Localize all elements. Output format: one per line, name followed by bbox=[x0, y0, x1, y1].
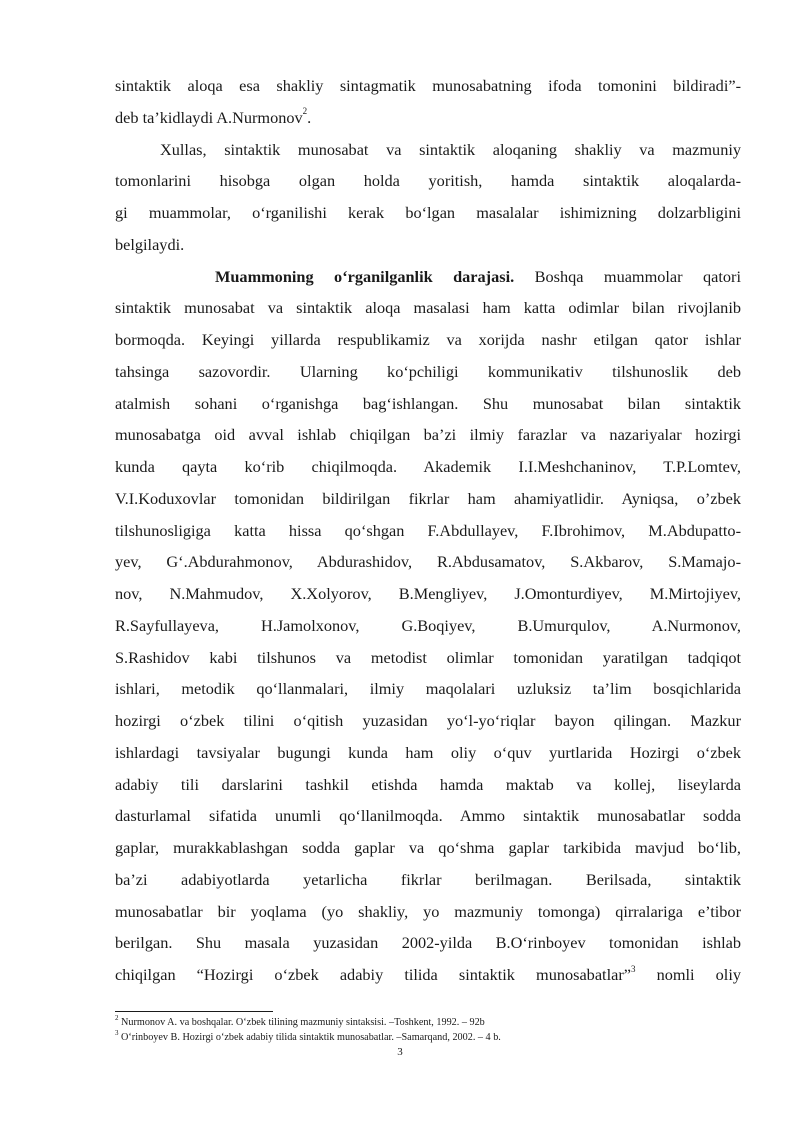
line-ending: nomli oliy bbox=[635, 965, 741, 984]
body-text bbox=[115, 70, 741, 991]
text-line: ishlardagi tavsiyalar bugungi kunda ham oliy o‘quv yurtlarida Hozirgi o‘zbek bbox=[115, 742, 741, 762]
text-line: tahsinga sazovordir. Ularning ko‘pchiligi kommunikativ tilshunoslik deb bbox=[115, 361, 741, 381]
section-heading: Muammoning o‘rganilganlik darajasi. bbox=[215, 266, 515, 286]
text-line bbox=[115, 102, 741, 134]
footnote-mark: 2 bbox=[115, 1013, 119, 1022]
text-line: munosabatga oid avval ishlab chiqilgan ba’zi ilmiy farazlar va nazariyalar hozirgi bbox=[115, 425, 741, 445]
text-line: belgilaydi. bbox=[115, 234, 185, 254]
text-line: gaplar, murakkablashgan sodda gaplar va qo‘shma gaplar tarkibida mavjud bo‘lib, bbox=[115, 838, 741, 857]
text-line: hozirgi o‘zbek tilini o‘qitish yuzasidan yo‘l-yo‘riqlar bayon qilingan. Mazkur bbox=[115, 711, 741, 730]
period: . bbox=[307, 107, 312, 127]
citation-text: chiqilgan “Hozirgi o‘zbek adabiy tilida sintaktik munosabatlar” bbox=[115, 965, 631, 984]
text-line: bormoqda. Keyingi yillarda respublikamiz va xorijda nashr etilgan qator ishlar bbox=[115, 330, 741, 349]
footnote-text: Nurmonov A. va boshqalar. O‘zbek tilining mazmuniy sintaksisi. –Toshkent, 1992. – 92b bbox=[118, 1017, 485, 1028]
paragraph-first-line bbox=[115, 261, 741, 293]
paragraph-first-line: Xullas, sintaktik munosabat va sintaktik aloqaning shakliy va mazmuniy bbox=[160, 139, 741, 159]
text-line: V.I.Koduxovlar tomonidan bildirilgan fikrlar ham ahamiyatlidir. Ayniqsa, o’zbek bbox=[115, 488, 741, 508]
footnote-mark: 3 bbox=[115, 1028, 119, 1037]
text-line: atalmish sohani o‘rganishga bag‘ishlangan. Shu munosabat bilan sintaktik bbox=[115, 393, 741, 413]
text-line: gi muammolar, o‘rganilishi kerak bo‘lgan masalalar ishimizning dolzarbligini bbox=[115, 203, 741, 222]
text-line: ba’zi adabiyotlarda yetarlicha fikrlar berilmagan. Berilsada, sintaktik bbox=[115, 869, 741, 889]
text-line: tomonlarini hisobga olgan holda yoritish, hamda sintaktik aloqalarda- bbox=[115, 171, 741, 191]
text-line: dasturlamal sifatida unumli qo‘llanilmoqda. Ammo sintaktik munosabatlar sodda bbox=[115, 806, 741, 826]
text-line: nov, N.Mahmudov, X.Xolyorov, B.Mengliyev, J.Omonturdiyev, M.Mirtojiyev, bbox=[115, 584, 741, 603]
text-line bbox=[115, 959, 741, 991]
text-line: ishlari, metodik qo‘llanmalari, ilmiy maqolalari uzluksiz ta’lim bosqichlarida bbox=[115, 679, 741, 699]
text-line: sintaktik aloqa esa shakliy sintagmatik munosabatning ifoda tomonini bildiradi”- bbox=[115, 76, 741, 95]
text-line: munosabatlar bir yoqlama (yo shakliy, yo mazmuniy tomonga) qirralariga e’tibor bbox=[115, 901, 741, 921]
text-line: sintaktik munosabat va sintaktik aloqa masalasi ham katta odimlar bilan rivojlanib bbox=[115, 298, 741, 318]
citation-text: deb ta’kidlaydi A.Nurmonov bbox=[115, 107, 303, 127]
footnotes bbox=[115, 1015, 741, 1045]
text-line: tilshunosligiga katta hissa qo‘shgan F.Abdullayev, F.Ibrohimov, M.Abdupatto- bbox=[115, 520, 741, 540]
page-number: 3 bbox=[397, 1046, 403, 1058]
footnote-separator bbox=[115, 1011, 273, 1012]
footnote-ref-3[interactable]: 3 bbox=[630, 963, 636, 974]
text-line: S.Rashidov kabi tilshunos va metodist olimlar tomonidan yaratilgan tadqiqot bbox=[115, 647, 741, 667]
footnote-2 bbox=[115, 1015, 741, 1030]
text-line: R.Sayfullayeva, H.Jamolxonov, G.Boqiyev, B.Umurqulov, A.Nurmonov, bbox=[115, 615, 741, 635]
footnote-text: O‘rinboyev B. Hozirgi o‘zbek adabiy tilida sintaktik munosabatlar. –Samarqand, 2002. – 4 b. bbox=[118, 1032, 501, 1043]
footnote-3 bbox=[115, 1030, 741, 1045]
text-line: kunda qayta ko‘rib chiqilmoqda. Akademik I.I.Meshchaninov, T.P.Lomtev, bbox=[115, 457, 741, 476]
text-line: berilgan. Shu masala yuzasidan 2002-yilda B.O‘rinboyev tomonidan ishlab bbox=[115, 933, 741, 953]
heading-continuation: Boshqa muammolar qatori bbox=[514, 266, 741, 286]
footnote-ref-2[interactable]: 2 bbox=[302, 106, 308, 117]
text-line: yev, G‘.Abdurahmonov, Abdurashidov, R.Abdusamatov, S.Akbarov, S.Mamajo- bbox=[115, 552, 741, 572]
text-line: adabiy tili darslarini tashkil etishda hamda maktab va kollej, liseylarda bbox=[115, 774, 741, 794]
